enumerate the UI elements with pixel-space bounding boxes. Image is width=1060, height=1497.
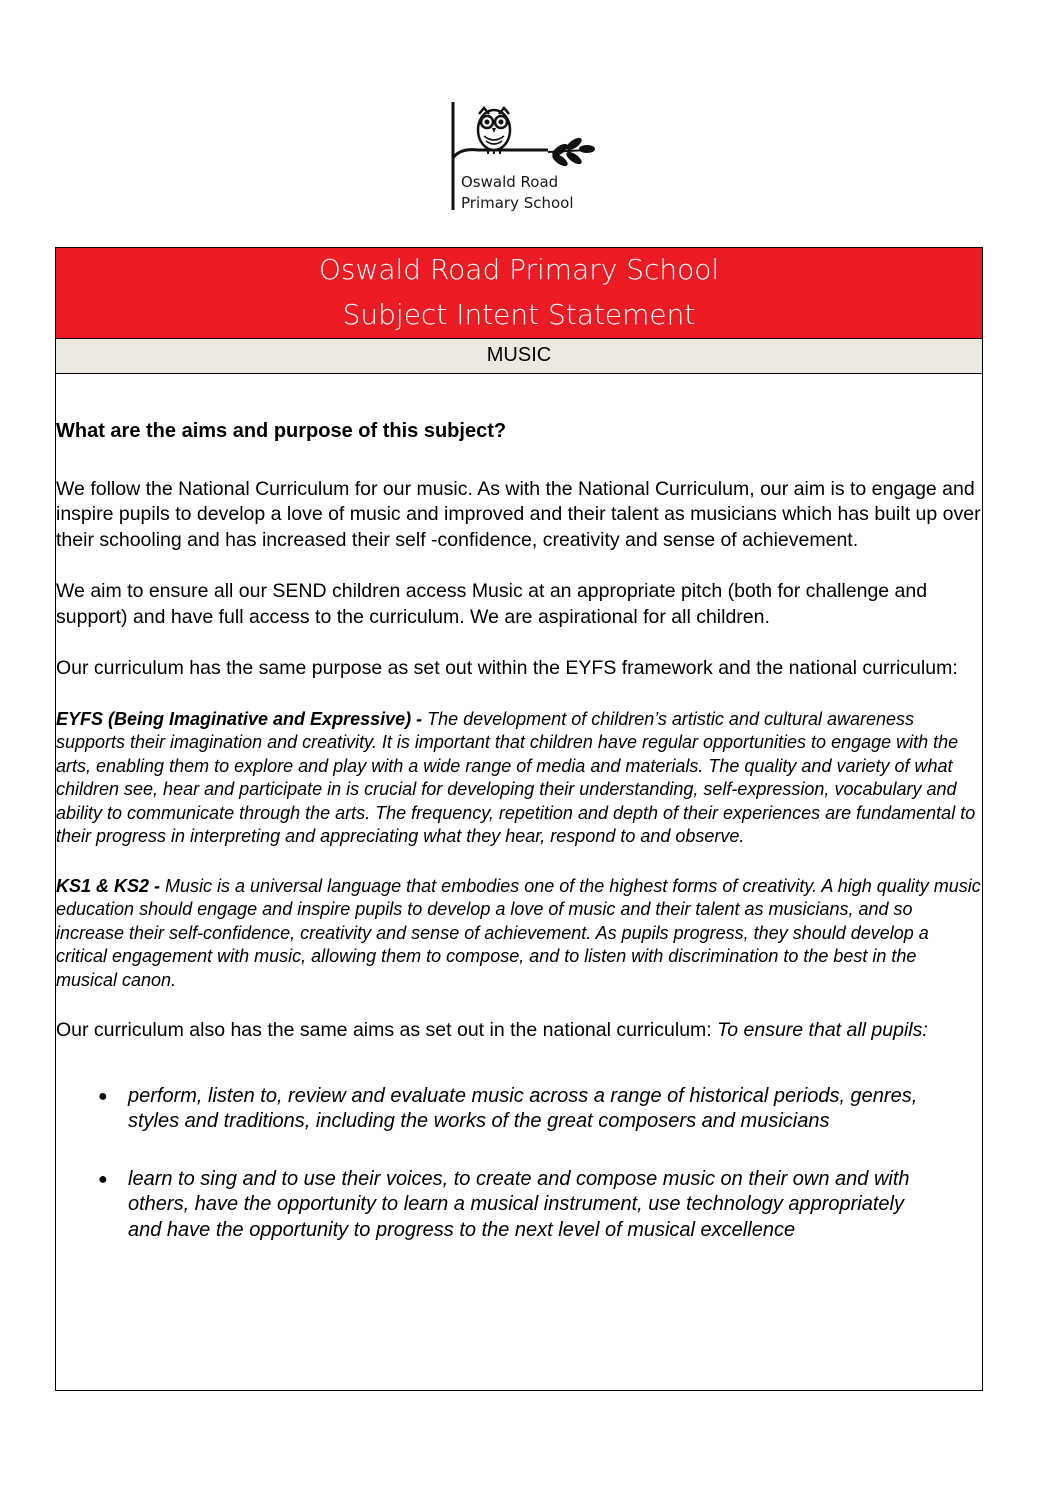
aims-list	[56, 1084, 982, 1244]
paragraph-send: We aim to ensure all our SEND children access Music at an appropriate pitch (both for challenge and support) and have full access to the curriculum. We are aspirational for all children.	[56, 580, 928, 628]
paragraph-national-curriculum: We follow the National Curriculum for our music. As with the National Curriculum, our aim is to engage and inspire pupils to develop a love of music and improved and their talent as musicians which has built up over their schooling and has increased their self -confidence, creativity and sense of achievement.	[56, 477, 981, 551]
list-item	[56, 1167, 982, 1244]
logo-text-line2: Primary School	[461, 194, 574, 212]
paragraph-eyfs	[56, 708, 982, 849]
aims-intro: Our curriculum also has the same aims as set out in the national curriculum:	[56, 1019, 718, 1041]
list-item-text: perform, listen to, review and evaluate music across a range of historical periods, genres, styles and traditions, including the works of the great composers and musicians	[128, 1084, 918, 1132]
paragraph-purpose: Our curriculum has the same purpose as set out within the EYFS framework and the national curriculum:	[56, 657, 958, 679]
list-item	[56, 1084, 982, 1135]
ks-text: Music is a universal language that embodies one of the highest forms of creativity. A high quality music education should engage and inspire pupils to develop a love of music and their talent as musicians, and so increase their self-confidence, creativity and sense of achievement. As pupils progress, they should develop a critical engagement with music, allowing them to compose, and to listen with discrimination to the best in the musical canon.	[56, 875, 981, 990]
subject-title: MUSIC	[56, 339, 982, 374]
eyfs-label: EYFS (Being Imaginative and Expressive) -	[56, 708, 423, 729]
leaf-branch-icon	[548, 136, 595, 169]
owl-icon	[478, 108, 510, 154]
list-item-text: learn to sing and to use their voices, to create and compose music on their own and with others, have the opportunity to learn a musical instrument, use technology appropriately and have the opportunity to progress to the next level of musical excellence	[128, 1167, 910, 1241]
statement-heading: Subject Intent Statement	[342, 298, 696, 331]
aims-intro-italic: To ensure that all pupils:	[717, 1019, 928, 1041]
eyfs-text: The development of children’s artistic and cultural awareness supports their imagination and creativity. It is important that children have regular opportunities to engage with the arts, enabling them to explore and play with a wide range of media and materials. The quality and variety of what children see, hear and participate in is crucial for developing their understanding, self-expression, vocabulary and ability to communicate through the arts. The frequency, repetition and depth of their experiences are fundamental to their progress in interpreting and appreciating what they hear, respond to and observe.	[56, 708, 976, 846]
aims-question-heading: What are the aims and purpose of this subject?	[56, 420, 507, 442]
school-name-heading: Oswald Road Primary School	[318, 253, 720, 286]
ks-label: KS1 & KS2 -	[56, 875, 161, 896]
statement-body	[56, 419, 982, 1243]
intent-statement-table	[55, 247, 983, 1391]
bullet-icon: ●	[98, 1170, 108, 1188]
paragraph-aims	[56, 1018, 982, 1044]
bullet-icon: ●	[98, 1087, 108, 1105]
title-banner	[56, 248, 982, 339]
logo-text-line1: Oswald Road	[461, 173, 559, 191]
paragraph-ks1-ks2	[56, 875, 982, 993]
